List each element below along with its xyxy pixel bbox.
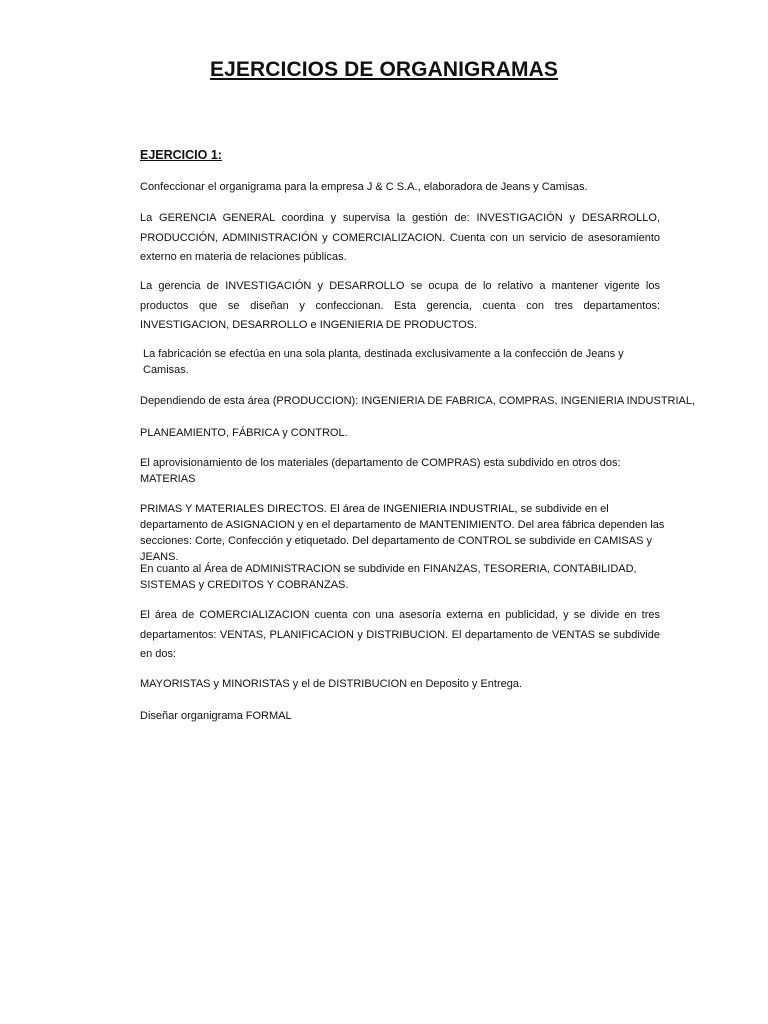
paragraph-planeamiento: PLANEAMIENTO, FÁBRICA y CONTROL. — [140, 427, 348, 439]
paragraph-produccion-areas: Dependiendo de esta área (PRODUCCION): INGENIERIA DE FABRICA, COMPRAS, INGENIERIA INDUSTRIAL, — [140, 395, 696, 407]
paragraph-administracion: En cuanto al Área de ADMINISTRACION se subdivide en FINANZAS, TESORERIA, CONTABILIDAD, SISTEMAS y CREDITOS Y COBRANZAS. — [140, 563, 637, 591]
paragraph-investigacion-desarrollo: La gerencia de INVESTIGACIÓN y DESARROLLO se ocupa de lo relativo a mantener vigente los productos que se diseñan y confeccionan. Esta gerencia, cuenta con tres departamentos: INVESTIGACION, DESARROLLO e INGENIERIA DE PRODUCTOS. — [140, 280, 660, 331]
paragraph-comercializacion: El área de COMERCIALIZACION cuenta con una asesoría externa en publicidad, y se divide en tres departamentos: VENTAS, PLANIFICACION y DISTRIBUCION. El departamento de VENTAS se subdivide en dos: — [140, 609, 660, 660]
paragraph-intro: Confeccionar el organigrama para la empresa J & C S.A., elaboradora de Jeans y Camisas. — [140, 181, 588, 193]
paragraph-ingenieria-industrial: PRIMAS Y MATERIALES DIRECTOS. El área de INGENIERIA INDUSTRIAL, se subdivide en el departamento de ASIGNACION y en el departamento de MANTENIMIENTO. Del area fábrica dependen las secciones: Corte, Confección y etiquetado. Del departamento de CONTROL se subdivide en CAMISAS y JEANS. — [140, 503, 665, 563]
paragraph-fabricacion: La fabricación se efectúa en una sola planta, destinada exclusivamente a la confección de Jeans y Camisas. — [143, 348, 624, 376]
paragraph-gerencia-general: La GERENCIA GENERAL coordina y supervisa la gestión de: INVESTIGACIÓN y DESARROLLO, PRODUCCIÓN, ADMINISTRACIÓN y COMERCIALIZACION. Cuenta con un servicio de asesoramiento externo en materia de relaciones públicas. — [140, 212, 660, 263]
paragraph-mayoristas: MAYORISTAS y MINORISTAS y el de DISTRIBUCION en Deposito y Entrega. — [140, 678, 523, 690]
paragraph-compras: El aprovisionamiento de los materiales (departamento de COMPRAS) esta subdivido en otros dos: MATERIAS — [140, 457, 621, 485]
exercise-heading: EJERCICIO 1: — [140, 148, 222, 162]
document-title: EJERCICIOS DE ORGANIGRAMAS — [210, 58, 558, 81]
paragraph-disenar: Diseñar organigrama FORMAL — [140, 710, 292, 722]
